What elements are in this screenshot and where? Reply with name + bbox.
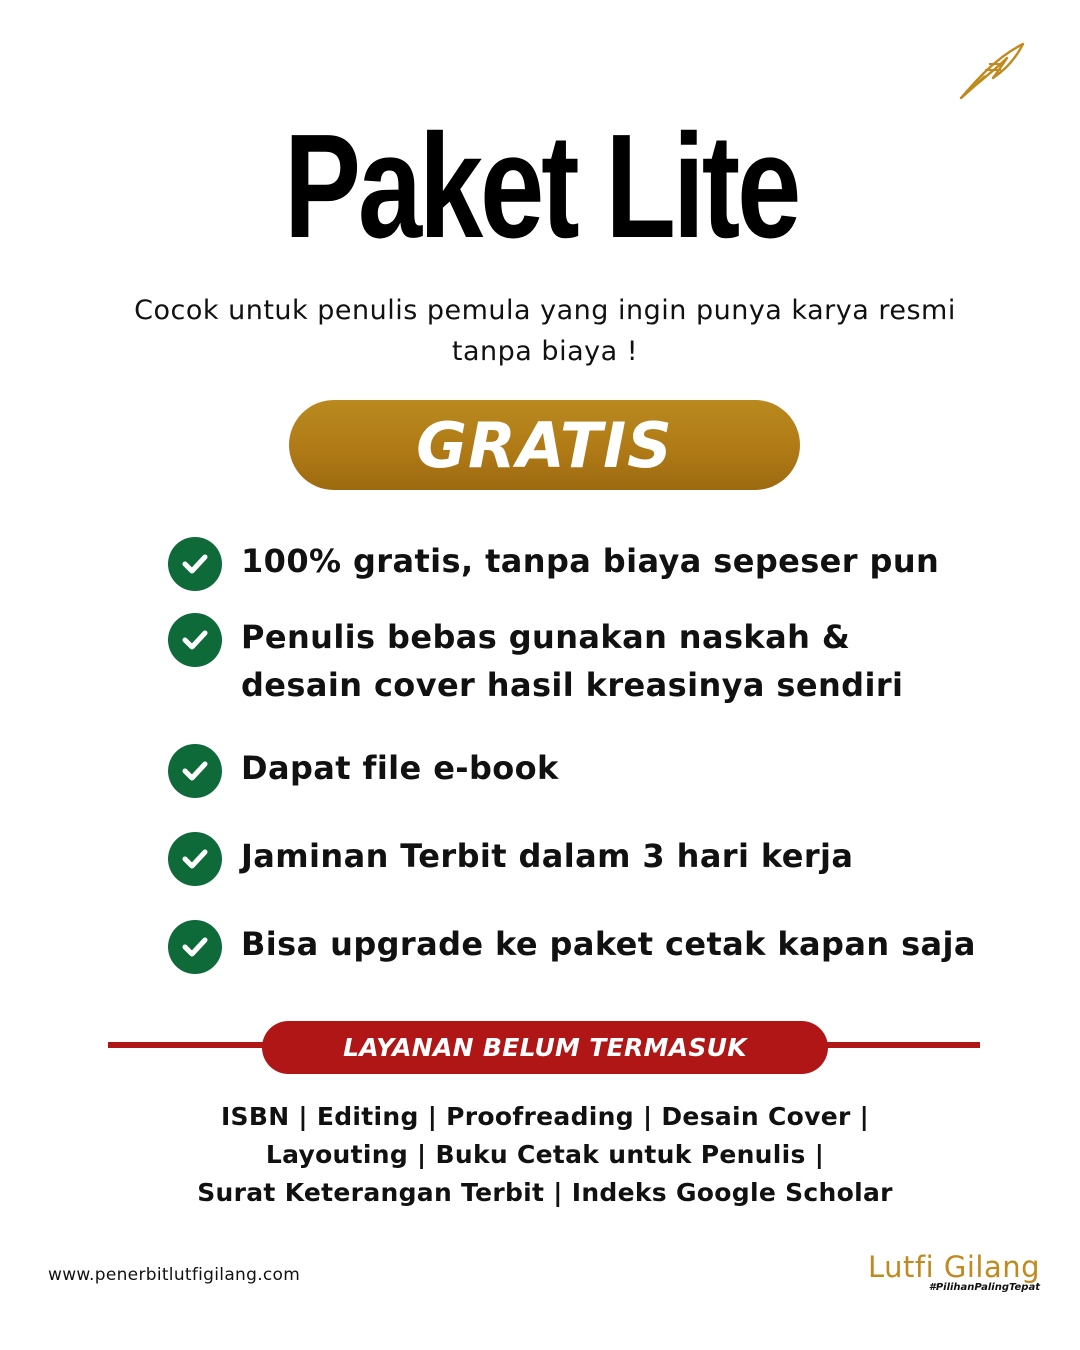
feature-item [168,920,976,974]
check-circle-icon [168,832,222,886]
feature-item [168,832,853,886]
feature-text: 100% gratis, tanpa biaya sepeser pun [241,542,940,580]
brand-tagline: #PilihanPalingTepat [928,1282,1040,1293]
check-circle-icon [168,537,222,591]
excluded-line: Layouting | Buku Cetak untuk Penulis | [265,1140,825,1169]
excluded-services [140,1098,950,1212]
feature-item [168,537,939,591]
check-circle-icon [168,920,222,974]
feature-text: Bisa upgrade ke paket cetak kapan saja [241,925,976,963]
feature-text: desain cover hasil kreasinya sendiri [241,666,904,704]
check-circle-icon [168,744,222,798]
excluded-heading-badge [262,1021,828,1074]
excluded-heading: LAYANAN BELUM TERMASUK [343,1033,747,1062]
feature-item [168,744,559,798]
subtitle: Cocok untuk penulis pemula yang ingin punya karya resmi tanpa biaya ! [134,295,956,367]
website-url: www.penerbitlutfigilang.com [48,1265,301,1285]
feature-text: Penulis bebas gunakan naskah & [241,618,851,656]
brand-logo [868,1250,1040,1293]
feature-item [168,613,903,709]
check-circle-icon [168,613,222,667]
excluded-line: ISBN | Editing | Proofreading | Desain Cover | [220,1102,870,1131]
feature-text: Jaminan Terbit dalam 3 hari kerja [241,837,854,875]
price-label: GRATIS [416,408,673,482]
page-title: Paket Lite [284,104,799,269]
feature-text: Dapat file e-book [241,749,559,787]
excluded-line: Surat Keterangan Terbit | Indeks Google Scholar [197,1178,893,1207]
brand-name: Lutfi Gilang [867,1250,1040,1284]
